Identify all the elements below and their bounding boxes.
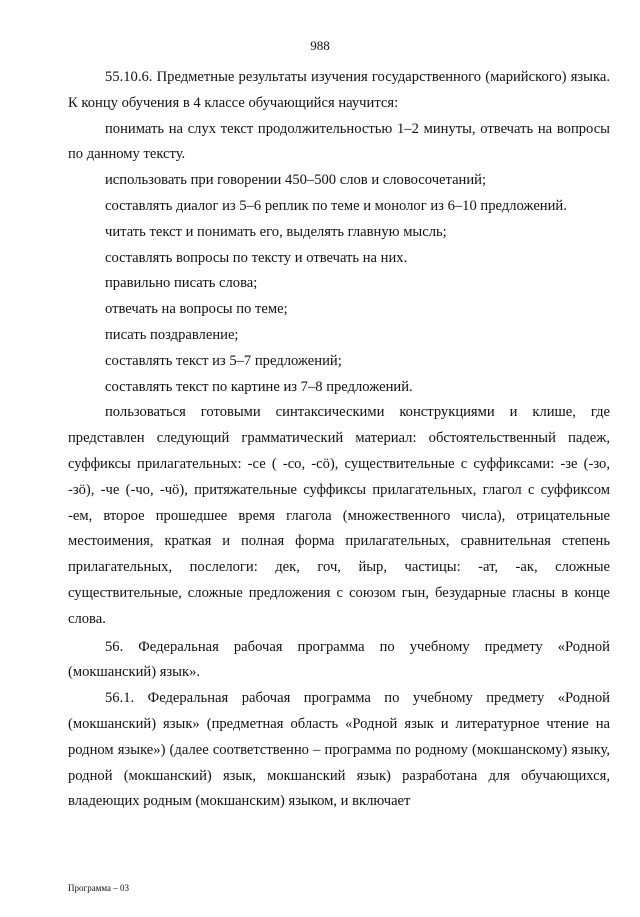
- paragraph-dialog: составлять диалог из 5–6 реплик по теме и монолог из 6–10 предложений.: [105, 197, 567, 214]
- paragraph-greeting: писать поздравление;: [105, 326, 239, 343]
- paragraph-answers: отвечать на вопросы по теме;: [105, 301, 288, 318]
- paragraph-spelling: правильно писать слова;: [105, 275, 258, 292]
- paragraph-vocabulary: использовать при говорении 450–500 слов и словосочетаний;: [105, 172, 487, 189]
- paragraph-reading: читать текст и понимать его, выделять главную мысль;: [105, 223, 447, 240]
- paragraph-56-1: 56.1. Федеральная рабочая программа по учебному предмету «Родной (мокшанский) язык» (предметная область «Родной язык и литературное чтение на родном языке») (далее соответственно – программа по родному (мокшанскому) языку, родной (мокшанский) язык, мокшанский язык) разработана для обучающихся, владеющих родным (мокшанским) языком, и включает: [68, 690, 610, 810]
- paragraph-picture-text: составлять текст по картине из 7–8 предложений.: [105, 378, 413, 395]
- paragraph-text-5-7: составлять текст из 5–7 предложений;: [105, 352, 342, 369]
- paragraph-questions: составлять вопросы по тексту и отвечать на них.: [105, 249, 408, 266]
- paragraph-55-10-6: 55.10.6. Предметные результаты изучения государственного (марийского) языка. К концу обучения в 4 классе обучающийся научится:: [68, 69, 610, 111]
- document-body: [68, 65, 610, 815]
- paragraph-grammar: пользоваться готовыми синтаксическими конструкциями и клише, где представлен следующий грамматический материал: обстоятельственный падеж, суффиксы прилагательных: -се ( -со, -сö), существительные с суффиксами: -зе (-зо, -зö), -че (-чо, -чö), притяжательные суффиксы прилагательных, глагол с суффиксом -ем, второе прошедшее время глагола (множественного числа), отрицательные местоимения, краткая и полная форма прилагательных, сравнительная степень прилагательных, послелоги: дек, гоч, йыр, частицы: -ат, -ак, сложные существительные, сложные предложения с союзом гын, безударные гласны в конце слова.: [68, 404, 610, 627]
- page-footer: Программа – 03: [68, 883, 130, 893]
- section-56-heading: 56. Федеральная рабочая программа по учебному предмету «Родной (мокшанский) язык».: [68, 638, 610, 681]
- page-number: 988: [310, 38, 330, 53]
- paragraph-listening: понимать на слух текст продолжительностью 1–2 минуты, отвечать на вопросы по данному тексту.: [68, 120, 610, 163]
